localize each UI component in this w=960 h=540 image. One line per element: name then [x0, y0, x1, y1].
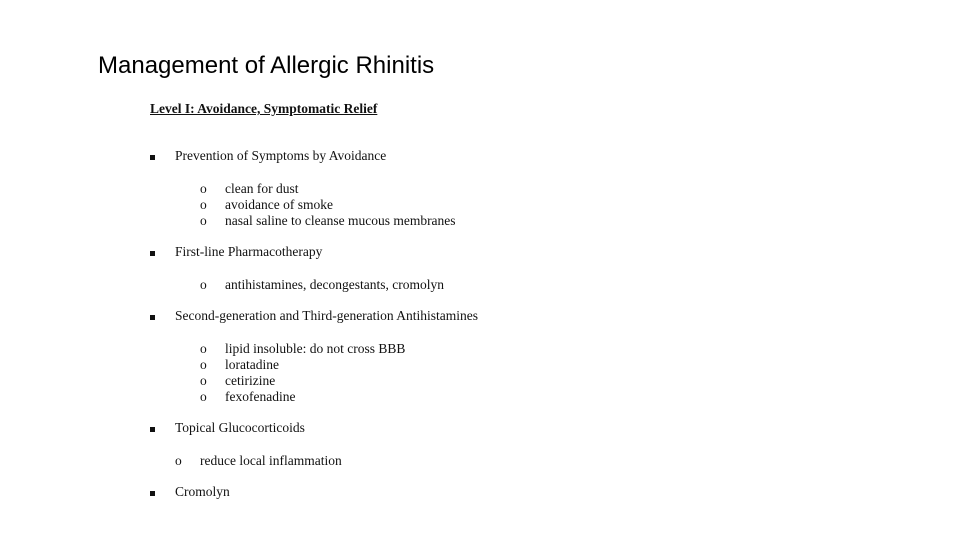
- square-bullet-icon: [150, 251, 155, 256]
- section-label: Second-generation and Third-generation Antihistamines: [175, 308, 479, 323]
- circle-bullet-icon: o: [200, 389, 207, 404]
- section-label: First-line Pharmacotherapy: [175, 244, 323, 259]
- list-item: avoidance of smoke: [225, 197, 333, 212]
- section-label: Topical Glucocorticoids: [175, 420, 305, 435]
- list-item: fexofenadine: [225, 389, 296, 404]
- circle-bullet-icon: o: [175, 453, 182, 468]
- square-bullet-icon: [150, 427, 155, 432]
- square-bullet-icon: [150, 155, 155, 160]
- circle-bullet-icon: o: [200, 181, 207, 196]
- circle-bullet-icon: o: [200, 277, 207, 292]
- document-heading: Level I: Avoidance, Symptomatic Relief: [150, 101, 378, 116]
- list-item: loratadine: [225, 357, 279, 372]
- circle-bullet-icon: o: [200, 213, 207, 228]
- square-bullet-icon: [150, 491, 155, 496]
- section-label: Prevention of Symptoms by Avoidance: [175, 148, 387, 163]
- list-item: reduce local inflammation: [200, 453, 342, 468]
- section-label: Cromolyn: [175, 484, 230, 499]
- list-item: nasal saline to cleanse mucous membranes: [225, 213, 456, 228]
- circle-bullet-icon: o: [200, 357, 207, 372]
- list-item: lipid insoluble: do not cross BBB: [225, 341, 406, 356]
- list-item: antihistamines, decongestants, cromolyn: [225, 277, 444, 292]
- circle-bullet-icon: o: [200, 197, 207, 212]
- slide-title: Management of Allergic Rhinitis: [98, 52, 435, 79]
- list-item: cetirizine: [225, 373, 276, 388]
- circle-bullet-icon: o: [200, 341, 207, 356]
- square-bullet-icon: [150, 315, 155, 320]
- list-item: clean for dust: [225, 181, 299, 196]
- circle-bullet-icon: o: [200, 373, 207, 388]
